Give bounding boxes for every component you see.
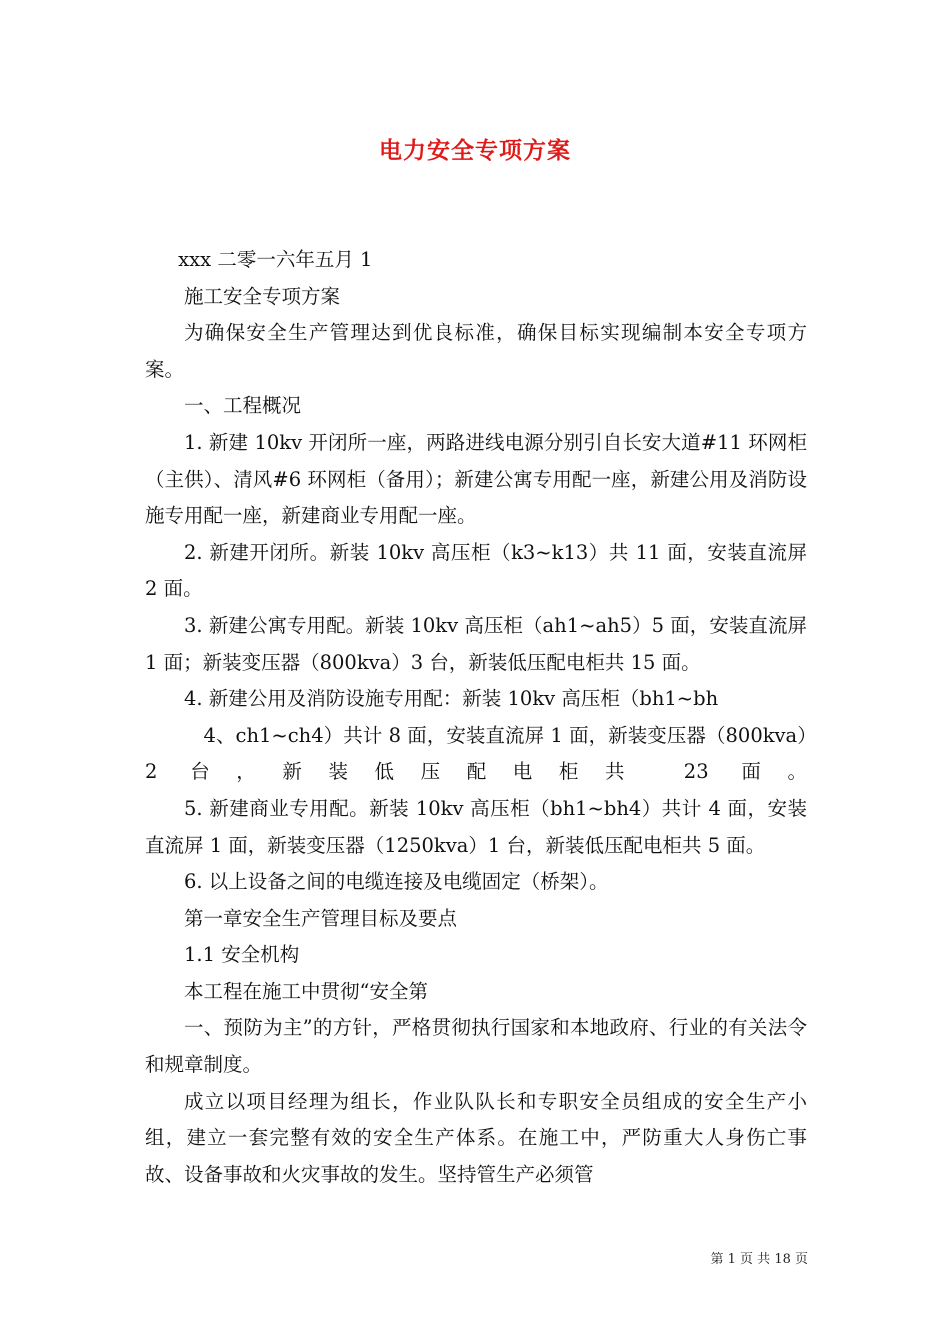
paragraph-item-6: 6. 以上设备之间的电缆连接及电缆固定（桥架）。 <box>184 870 609 894</box>
document-body <box>145 242 807 1193</box>
paragraph-item-4-continued: 4、ch1~ch4）共计 8 面，安装直流屏 1 面，新装变压器（800kva）2 台，新装低压配电柜共 23 面。 <box>145 723 807 784</box>
paragraph-item-4: 4. 新建公用及消防设施专用配：新装 10kv 高压柜（bh1~bh <box>184 687 719 711</box>
paragraph-policy-continued: 一、预防为主”的方针，严格贯彻执行国家和本地政府、行业的有关法令和规章制度。 <box>145 1016 807 1077</box>
document-title: 电力安全专项方案 <box>379 137 571 164</box>
paragraph-item-3: 3. 新建公寓专用配。新装 10kv 高压柜（ah1~ah5）5 面，安装直流屏 1 面；新装变压器（800kva）3 台，新装低压配电柜共 15 面。 <box>145 613 807 674</box>
paragraph-item-2: 2. 新建开闭所。新装 10kv 高压柜（k3~k13）共 11 面，安装直流屏 2 面。 <box>145 540 807 601</box>
section-heading-1-1: 1.1 安全机构 <box>184 943 300 967</box>
paragraph-safety-team: 成立以项目经理为组长，作业队队长和专职安全员组成的安全生产小组，建立一套完整有效的安全生产体系。在施工中，严防重大人身伤亡事故、设备事故和火灾事故的发生。坚持管生产必须管 <box>145 1089 807 1186</box>
page-footer: 第 1 页 共 18 页 <box>710 1252 808 1267</box>
date-line: xxx 二零一六年五月 1 <box>178 248 373 271</box>
paragraph-subtitle: 施工安全专项方案 <box>184 284 341 308</box>
paragraph-policy-start: 本工程在施工中贯彻“安全第 <box>184 979 428 1003</box>
chapter-heading-1: 第一章安全生产管理目标及要点 <box>184 906 458 930</box>
paragraph-item-5: 5. 新建商业专用配。新装 10kv 高压柜（bh1~bh4）共计 4 面，安装直流屏 1 面，新装变压器（1250kva）1 台，新装低压配电柜共 5 面。 <box>145 796 807 857</box>
section-heading-overview: 一、工程概况 <box>184 394 302 418</box>
paragraph-purpose: 为确保安全生产管理达到优良标准，确保目标实现编制本安全专项方案。 <box>145 321 807 381</box>
paragraph-item-1: 1. 新建 10kv 开闭所一座，两路进线电源分别引自长安大道#11 环网柜（主供）、清风#6 环网柜（备用）；新建公寓专用配一座，新建公用及消防设施专用配一座，新建商业专用配一座。 <box>145 430 807 528</box>
